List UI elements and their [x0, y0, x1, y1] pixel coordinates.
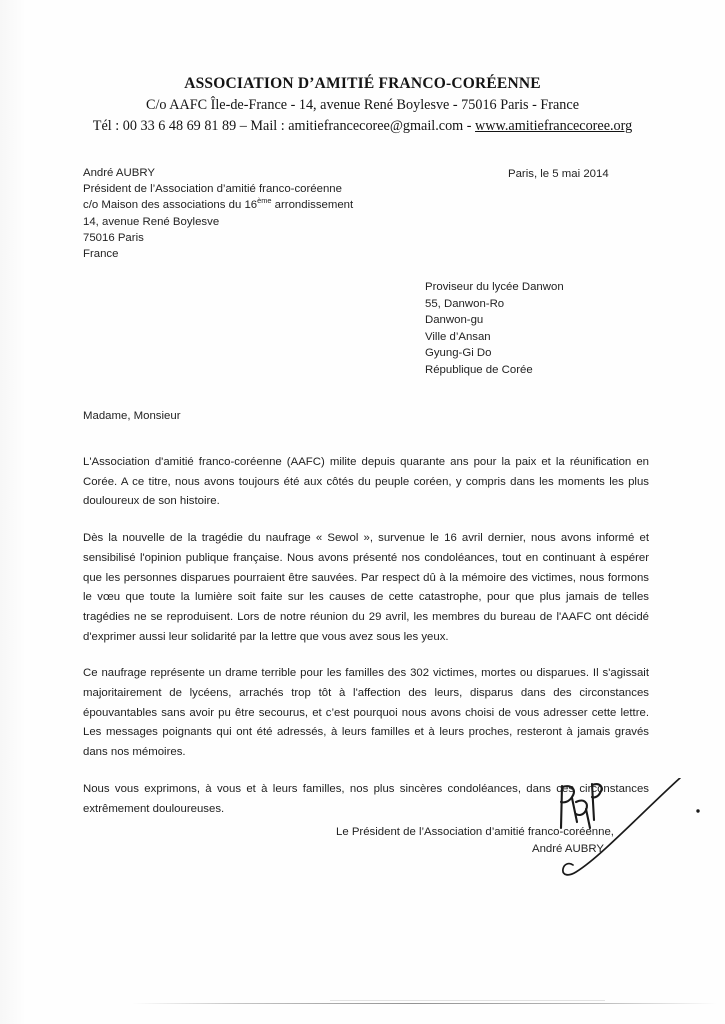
organization-address: C/o AAFC Île-de-France - 14, avenue René Boylesve - 75016 Paris - France — [145, 97, 579, 113]
sender-street: 14, avenue René Boylesve — [83, 215, 220, 228]
closing-block — [336, 824, 614, 858]
body-paragraph-1: L'Association d'amitié franco-coréenne (AAFC) milite depuis quarante ans pour la paix et la réunification en Corée. A ce titre, nous avons toujours été aux côtés du peuple coréen, y compris dans les moments les plus douloureux de son histoire. — [83, 456, 649, 508]
recipient-street: 55, Danwon-Ro — [425, 297, 505, 310]
recipient-province: Gyung-Gi Do — [425, 347, 492, 360]
closing-title: Le Président de l’Association d’amitié franco-coréenne, — [336, 826, 614, 838]
closing-signer-name: André AUBRY — [531, 843, 604, 855]
recipient-country: République de Corée — [425, 363, 533, 376]
organization-title: ASSOCIATION D’AMITIÉ FRANCO-CORÉENNE — [184, 75, 541, 92]
sender-care-of — [83, 197, 353, 213]
recipient-title: Proviseur du lycée Danwon — [425, 281, 564, 293]
recipient-address-block — [425, 279, 564, 379]
body-paragraph-4: Nous vous exprimons, à vous et à leurs familles, nos plus sincères condoléances, dans ces circonstances extrêmement douloureuses. — [83, 782, 649, 815]
organization-website-link[interactable]: www.amitiefrancecoree.org — [475, 118, 633, 134]
letter-body — [83, 453, 649, 819]
sender-care-of-prefix: c/o Maison des associations du 16 — [83, 199, 258, 212]
sender-ordinal-suffix: ème — [257, 196, 272, 206]
recipient-city: Ville d’Ansan — [425, 330, 491, 343]
scan-bottom-edge-secondary — [330, 1000, 605, 1001]
date-line: Paris, le 5 mai 2014 — [508, 168, 609, 180]
sender-role: Président de l’Association d’amitié franco-coréenne — [83, 183, 342, 196]
sender-country: France — [83, 248, 119, 261]
sender-name: André AUBRY — [83, 167, 155, 179]
salutation: Madame, Monsieur — [83, 410, 181, 422]
scan-bottom-edge — [132, 1003, 717, 1004]
sender-city: 75016 Paris — [83, 231, 144, 244]
sender-address-block — [83, 165, 353, 262]
organization-phone-email: Tél : 00 33 6 48 69 81 89 – Mail : amitiefrancecoree@gmail.com - — [92, 118, 476, 134]
body-paragraph-2: Dès la nouvelle de la tragédie du naufrage « Sewol », survenue le 16 avril dernier, nous avons informé et sensibilisé l'opinion publique française. Nous avons présenté nos condoléances, tout en continuant à espérer que les personnes disparues pourraient être sauvées. Par respect dû à la mémoire des victimes, nous formons le vœu que toute la lumière soit faite sur les causes de cette catastrophe, pour que plus jamais de telles tragédies ne se reproduisent. Lors de notre réunion du 29 avril, les membres du bureau de l'AAFC ont décidé d'exprimer aussi leur solidarité par la lettre que vous avez sous les yeux. — [83, 532, 649, 643]
recipient-district: Danwon-gu — [425, 314, 484, 327]
sender-care-of-suffix: arrondissement — [271, 199, 354, 212]
scan-left-tint — [0, 0, 26, 1024]
body-paragraph-3: Ce naufrage représente un drame terrible pour les familles des 302 victimes, mortes ou disparues. Il s'agissait majoritairement de lycéens, arrachés trop tôt à l'affection des leurs, disparus dans des circonstances épouvantables sans avoir pu être secourus, et c’est pourquoi nous avons choisi de vous adresser cette lettre. Les messages poignants qui ont été adressés, à leurs familles et à leurs proches, resteront à jamais gravés dans nos mémoires. — [83, 667, 649, 759]
signature-dot — [696, 809, 699, 812]
organization-contact — [0, 116, 725, 136]
letterhead — [0, 74, 725, 136]
